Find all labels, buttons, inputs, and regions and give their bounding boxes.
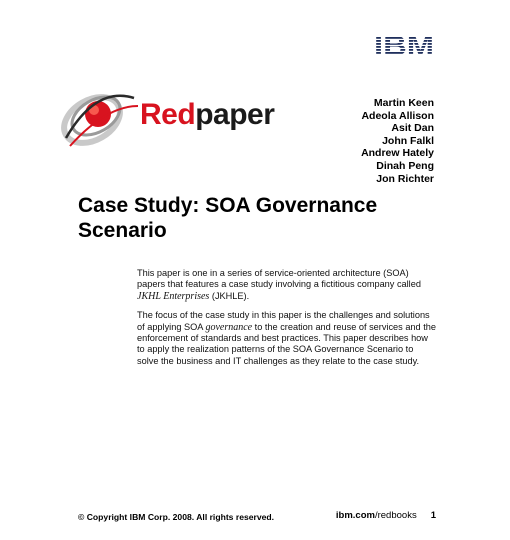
redpaper-logo-text <box>140 97 274 133</box>
author-name: John Falkl <box>382 134 434 147</box>
url-path: /redbooks <box>374 510 417 521</box>
logo-red-part: Red <box>140 98 196 131</box>
abstract-text: (JKHLE). <box>209 290 250 301</box>
author-name: Martin Keen <box>373 97 434 109</box>
abstract-paragraph-1 <box>137 268 437 302</box>
footer-right <box>336 510 436 521</box>
page-title <box>78 193 418 243</box>
logo-dark-part: paper <box>195 98 275 131</box>
abstract-paragraph-2 <box>137 310 437 367</box>
title-line-1: Case Study: SOA Governance <box>78 194 378 217</box>
author-name: Asit Dan <box>391 122 434 135</box>
redbooks-link[interactable] <box>336 510 417 521</box>
ibm-logo: IBM <box>374 33 434 57</box>
page-number: 1 <box>430 510 436 521</box>
author-name: Dinah Peng <box>376 159 434 172</box>
author-list <box>361 97 434 185</box>
url-domain: ibm.com <box>335 510 375 521</box>
copyright-notice: © Copyright IBM Corp. 2008. All rights reserved. <box>78 512 275 522</box>
author-name: Andrew Hately <box>361 147 434 160</box>
governance-term: governance <box>205 321 253 333</box>
company-name: JKHL Enterprises <box>137 290 210 302</box>
author-name: Adeola Allison <box>361 109 434 122</box>
author-name: Jon Richter <box>376 172 434 185</box>
abstract-text: to the creation and reuse of services and the enforcement of standards and best practices. This paper describes how to apply the realization patterns of the SOA Governance Scenario to solve the business and IT challenges as they relate to the case study. <box>137 321 436 366</box>
title-line-2: Scenario <box>78 219 167 242</box>
abstract-text: The focus of the case study in this paper is the challenges and solutions of applying SOA <box>137 310 430 332</box>
abstract-text: This paper is one in a series of service-oriented architecture (SOA) papers that features a case study involving a fictitious company called <box>137 268 421 290</box>
abstract <box>137 268 437 375</box>
